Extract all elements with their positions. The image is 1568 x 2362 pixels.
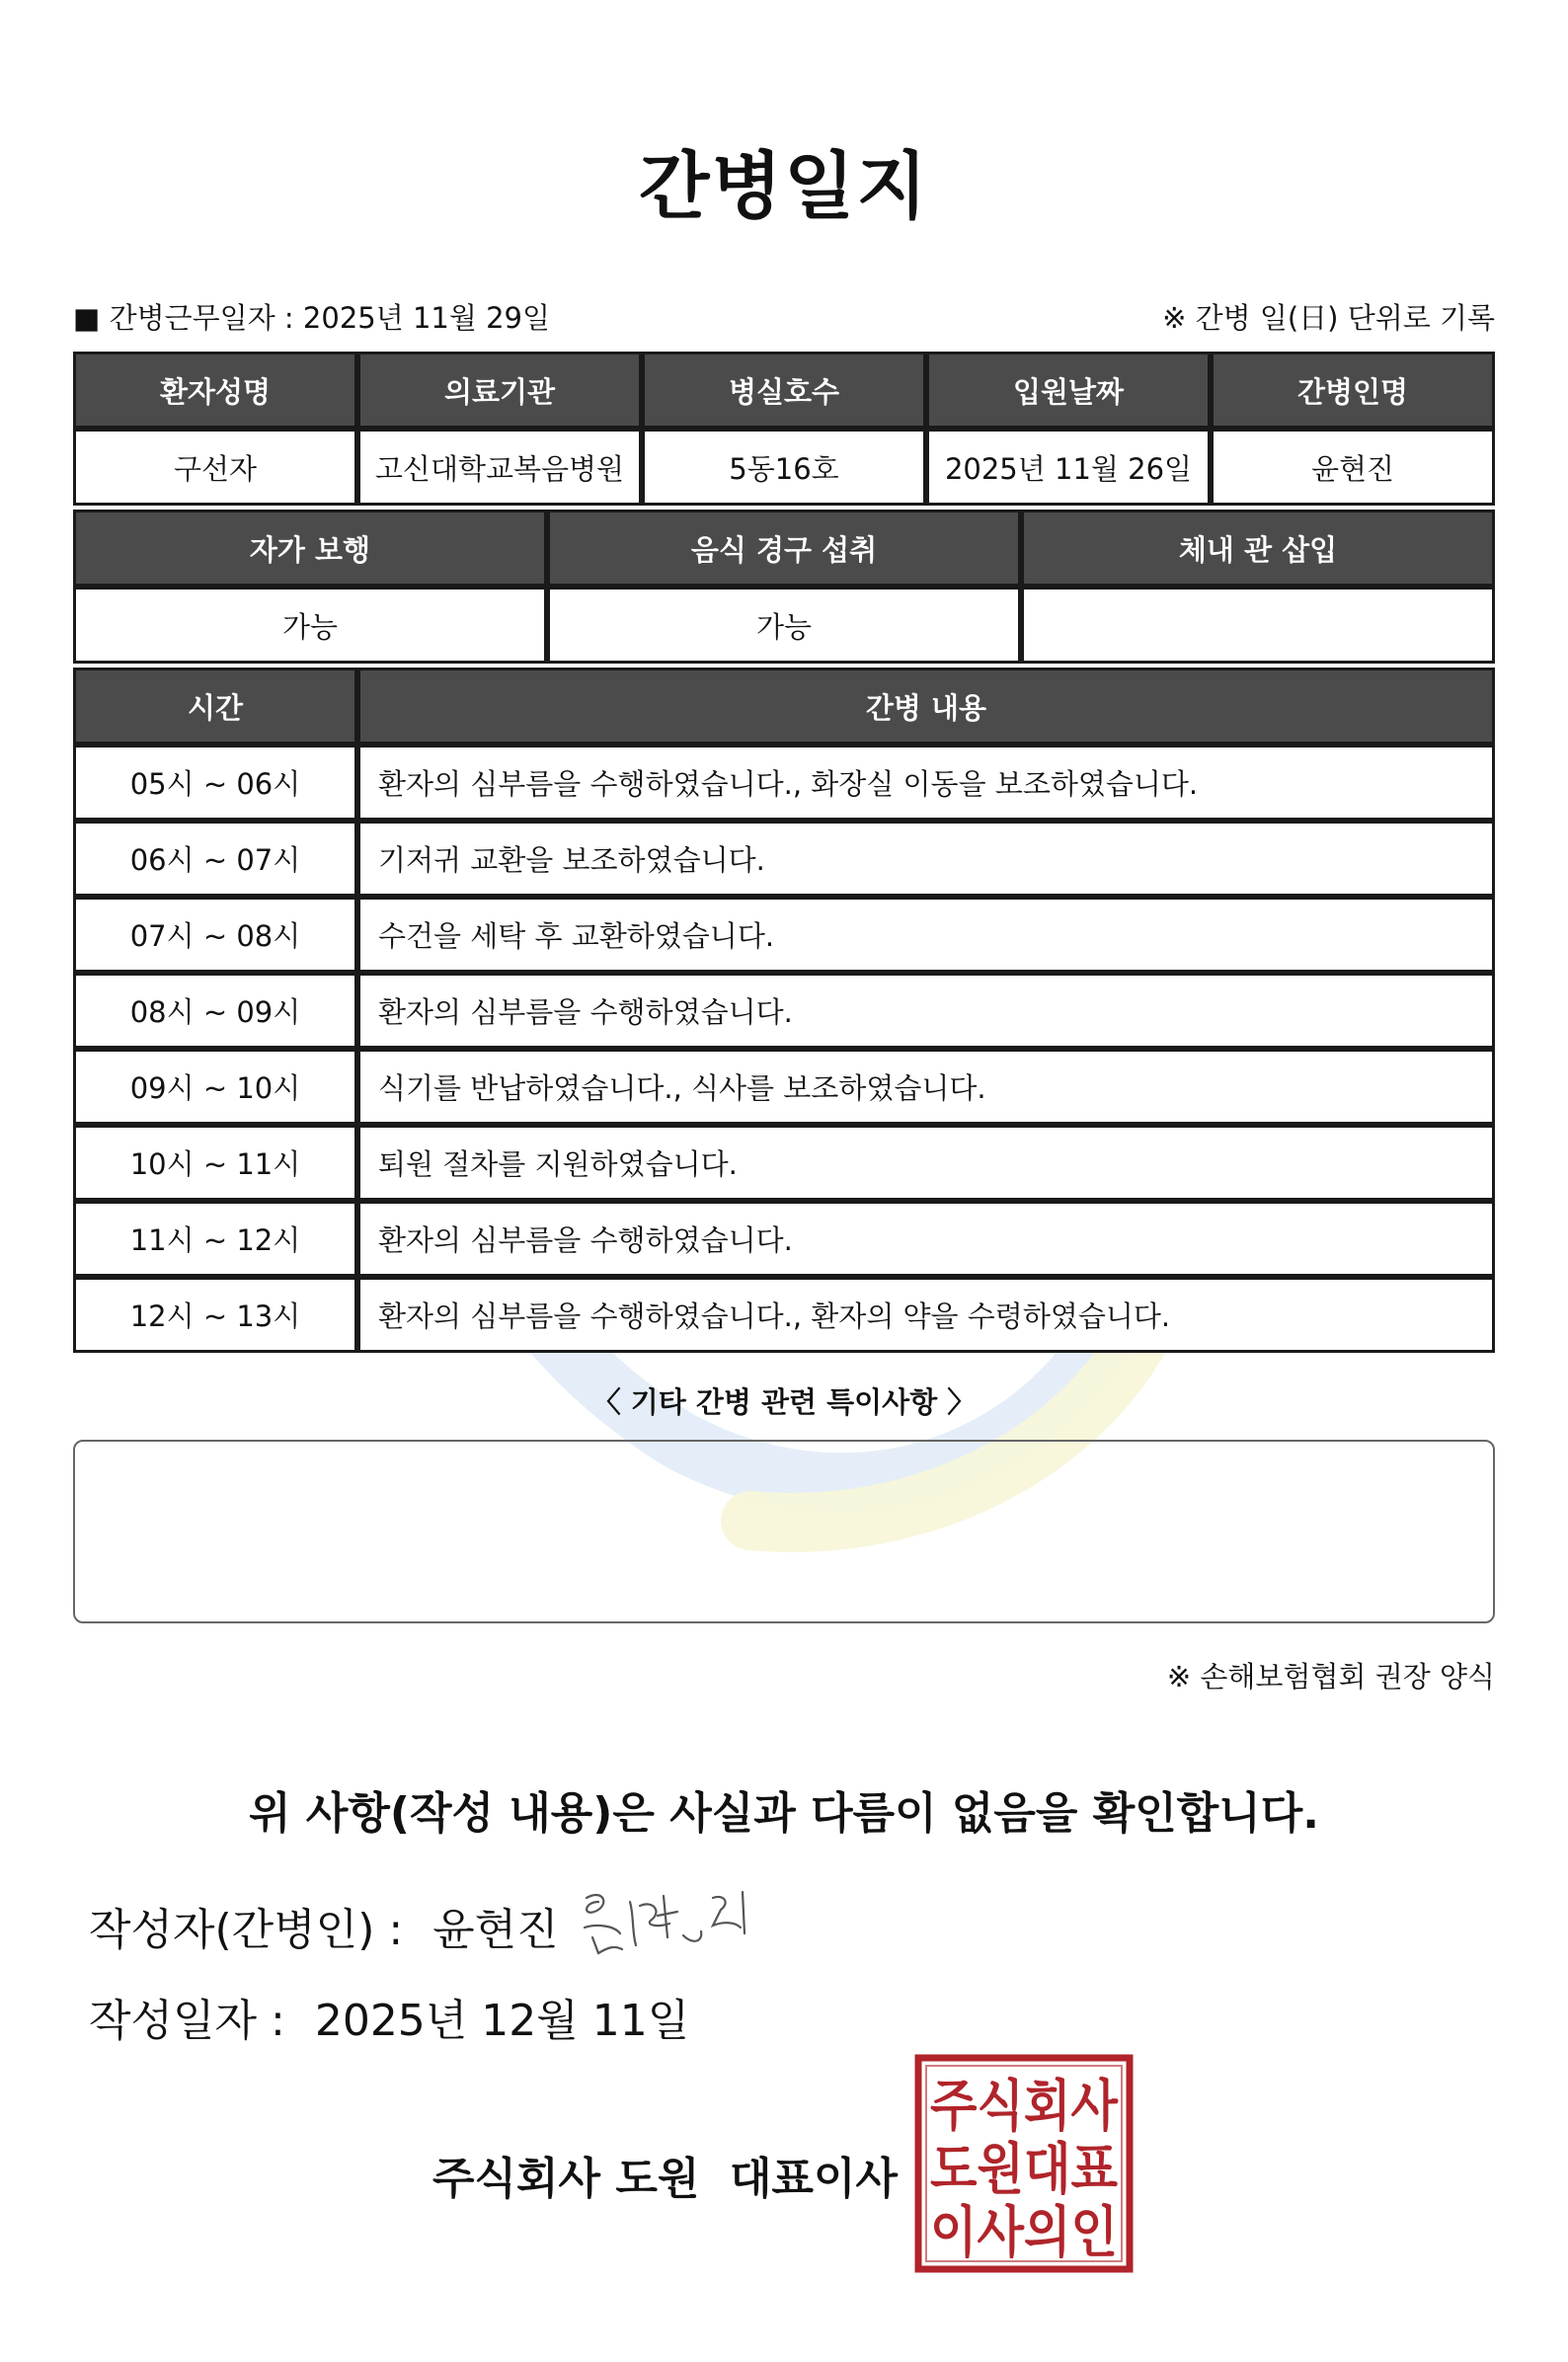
confirmation-statement: 위 사항(작성 내용)은 사실과 다름이 없음을 확인합니다. [249, 1788, 1319, 1839]
log-content-1: 환자의 심부름을 수행하였습니다., 화장실 이동을 보조하였습니다. [357, 745, 1495, 821]
header-walking: 자가 보행 [73, 510, 547, 587]
meta-row [73, 296, 1495, 336]
room-number: 5동16호 [642, 429, 926, 506]
walking-value: 가능 [73, 587, 547, 664]
header-patient-name: 환자성명 [73, 352, 357, 429]
writer-label: 작성자(간병인) : [89, 1905, 404, 1955]
work-date [73, 296, 550, 337]
document-title: 간병일지 [639, 144, 929, 229]
company-seal-stamp [914, 2054, 1134, 2273]
written-date-label: 작성일자 : [89, 1996, 285, 2046]
written-date-value: 2025년 12월 11일 [314, 1996, 690, 2046]
header-caregiver-name: 간병인명 [1211, 352, 1495, 429]
header-tube-insertion: 체내 관 삽입 [1021, 510, 1495, 587]
log-time-1: 05시 ~ 06시 [73, 745, 357, 821]
oral-intake-value: 가능 [547, 587, 1021, 664]
hospital-name: 고신대학교복음병원 [357, 429, 642, 506]
log-content-3: 수건을 세탁 후 교환하였습니다. [357, 897, 1495, 973]
log-time-4: 08시 ~ 09시 [73, 973, 357, 1049]
tube-insertion-value [1021, 587, 1495, 664]
notes-content [75, 1442, 1493, 1473]
header-time: 시간 [73, 668, 357, 745]
log-content-2: 기저귀 교환을 보조하였습니다. [357, 821, 1495, 897]
handwritten-signature [575, 1876, 762, 1965]
stamp-line-1: 주식회사 [930, 2075, 1119, 2139]
header-oral-intake: 음식 경구 섭취 [547, 510, 1021, 587]
care-log-table [73, 668, 1495, 1357]
admission-date: 2025년 11월 26일 [926, 429, 1211, 506]
log-content-7: 환자의 심부름을 수행하였습니다. [357, 1201, 1495, 1277]
company-representative: 주식회사 도원 대표이사 [432, 2154, 898, 2204]
stamp-line-2: 도원대표 [930, 2138, 1118, 2202]
log-content-8: 환자의 심부름을 수행하였습니다., 환자의 약을 수령하였습니다. [357, 1277, 1495, 1353]
record-unit-note: ※ 간병 일(日) 단위로 기록 [1162, 301, 1495, 335]
stamp-line-3: 이사의인 [930, 2201, 1118, 2265]
patient-table [73, 352, 1495, 506]
header-admission-date: 입원날짜 [926, 352, 1211, 429]
header-care-content: 간병 내용 [357, 668, 1495, 745]
log-content-5: 식기를 반납하였습니다., 식사를 보조하였습니다. [357, 1049, 1495, 1125]
written-date-line [89, 1985, 689, 2048]
caregiver-name: 윤현진 [1211, 429, 1495, 506]
work-date-value: 2025년 11월 29일 [302, 301, 551, 335]
log-time-6: 10시 ~ 11시 [73, 1125, 357, 1201]
log-time-3: 07시 ~ 08시 [73, 897, 357, 973]
status-table [73, 510, 1495, 664]
notes-title: 〈 기타 간병 관련 특이사항 〉 [591, 1385, 977, 1419]
log-time-2: 06시 ~ 07시 [73, 821, 357, 897]
work-date-label: ■ 간병근무일자 : [73, 301, 294, 335]
notes-box [73, 1440, 1495, 1623]
header-hospital: 의료기관 [357, 352, 642, 429]
header-room: 병실호수 [642, 352, 926, 429]
log-content-6: 퇴원 절차를 지원하였습니다. [357, 1125, 1495, 1201]
writer-line [89, 1894, 559, 1957]
patient-name: 구선자 [73, 429, 357, 506]
log-time-7: 11시 ~ 12시 [73, 1201, 357, 1277]
writer-name: 윤현진 [432, 1905, 559, 1955]
log-time-8: 12시 ~ 13시 [73, 1277, 357, 1353]
log-time-5: 09시 ~ 10시 [73, 1049, 357, 1125]
recommendation-note: ※ 손해보험협회 권장 양식 [1166, 1660, 1495, 1693]
log-content-4: 환자의 심부름을 수행하였습니다. [357, 973, 1495, 1049]
